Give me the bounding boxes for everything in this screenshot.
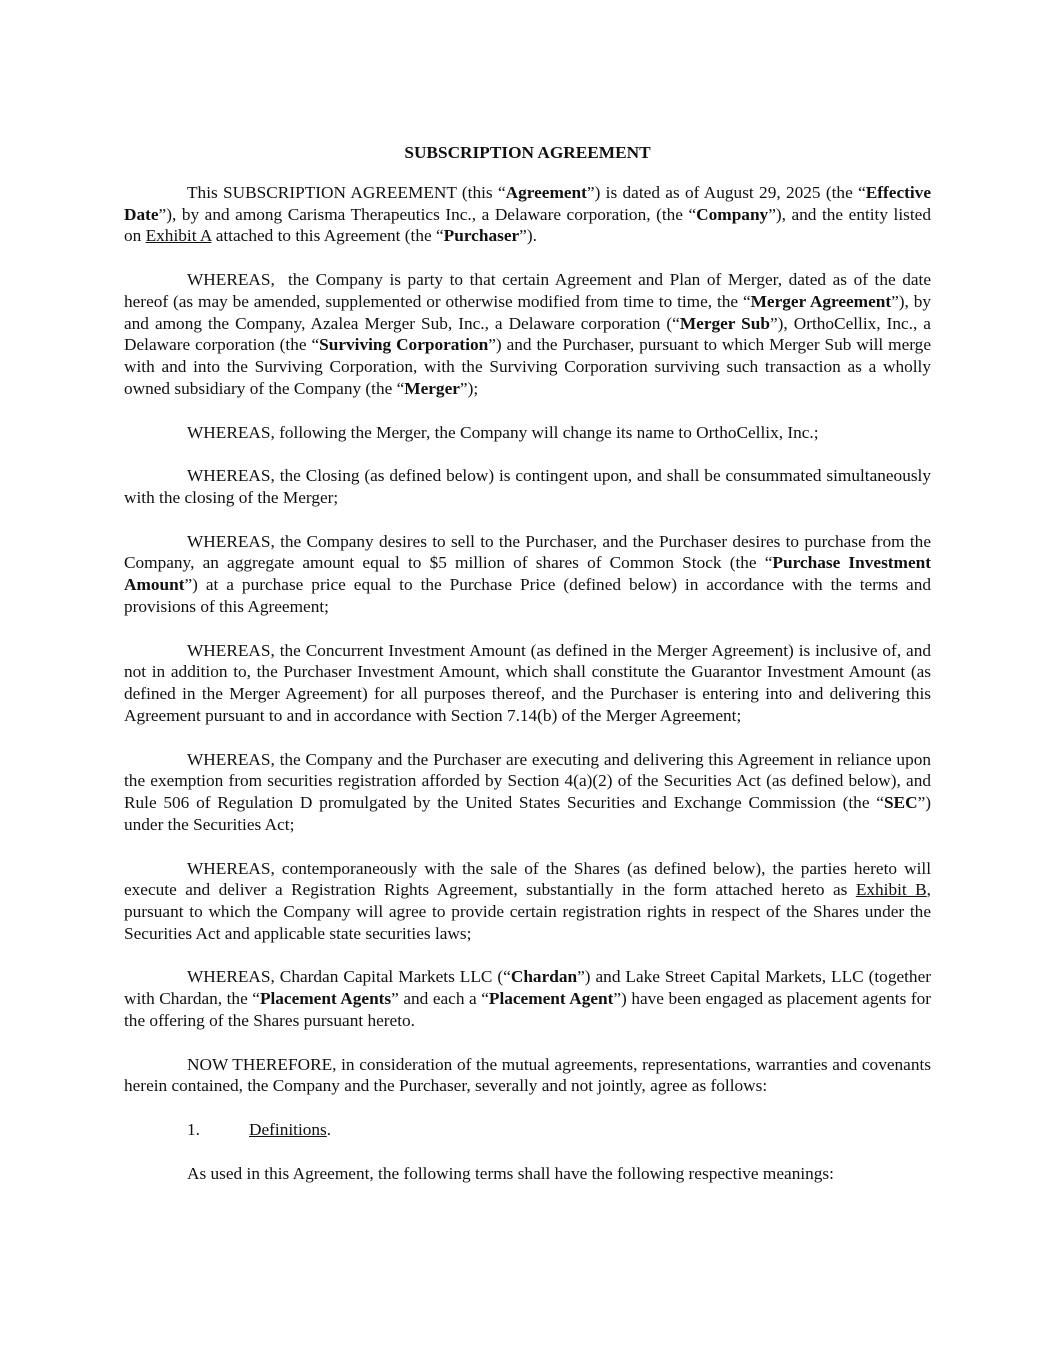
section-number: 1. xyxy=(187,1120,200,1140)
defined-term-merger-agreement: Merger Agreement xyxy=(750,291,892,311)
exhibit-a-reference: Exhibit A xyxy=(145,226,212,246)
defined-term-effective-date: Effective Date xyxy=(124,182,931,224)
intro-paragraph: This SUBSCRIPTION AGREEMENT (this “Agreement”) is dated as of August 29, 2025 (the “Effective Date”), by and among Carisma Therapeutics Inc., a Delaware corporation, (the “Company”), and the entity listed on Exhibit A attached to this Agreement (the “Purchaser”). xyxy=(124,182,931,246)
defined-term-merger: Merger xyxy=(404,378,460,398)
defined-term-chardan: Chardan xyxy=(510,967,578,987)
defined-term-merger-sub: Merger Sub xyxy=(679,313,770,333)
document-title: SUBSCRIPTION AGREEMENT xyxy=(404,143,651,162)
whereas-registration-paragraph: WHEREAS, contemporaneously with the sale of the Shares (as defined below), the parties hereto will execute and deliver a Registration Rights Agreement, substantially in the form attached hereto as Exhibit B, pursuant to which the Company will agree to provide certain registration rights in respect of the Shares under the Securities Act and applicable state securities laws; xyxy=(124,858,931,943)
whereas-concurrent-investment-paragraph: WHEREAS, the Concurrent Investment Amount (as defined in the Merger Agreement) is inclusive of, and not in addition to, the Purchaser Investment Amount, which shall constitute the Guarantor Investment Amount (as defined in the Merger Agreement) for all purposes thereof, and the Purchaser is entering into and delivering this Agreement pursuant to and in accordance with Section 7.14(b) of the Merger Agreement; xyxy=(124,640,931,725)
defined-term-sec: SEC xyxy=(883,793,918,813)
defined-term-placement-agents: Placement Agents xyxy=(259,989,392,1009)
defined-term-purchaser: Purchaser xyxy=(443,226,520,246)
section-1-heading: 1. Definitions. xyxy=(187,1120,332,1140)
whereas-name-change-paragraph: WHEREAS, following the Merger, the Company will change its name to OrthoCellix, Inc.; xyxy=(187,422,819,442)
defined-term-agreement: Agreement xyxy=(505,182,587,202)
whereas-merger-paragraph: WHEREAS, the Company is party to that certain Agreement and Plan of Merger, dated as of the date hereof (as may be amended, supplemented or otherwise modified from time to time, the “Merger Agreement”), by and among the Company, Azalea Merger Sub, Inc., a Delaware corporation (“Merger Sub”), OrthoCellix, Inc., a Delaware corporation (the “Surviving Corporation”) and the Purchaser, pursuant to which Merger Sub will merge with and into the Surviving Corporation, with the Surviving Corporation surviving such transaction as a wholly owned subsidiary of the Company (the “Merger”); xyxy=(124,269,931,398)
defined-term-company: Company xyxy=(696,204,769,224)
defined-term-purchase-investment-amount: Purchase Investment Amount xyxy=(124,553,931,595)
document-page xyxy=(124,142,931,1206)
defined-term-placement-agent: Placement Agent xyxy=(488,989,614,1009)
whereas-closing-paragraph: WHEREAS, the Closing (as defined below) is contingent upon, and shall be consummated simultaneously with the closing of the Merger; xyxy=(124,466,931,507)
section-title: Definitions xyxy=(249,1120,327,1140)
whereas-purchase-paragraph: WHEREAS, the Company desires to sell to the Purchaser, and the Purchaser desires to purchase from the Company, an aggregate amount equal to $5 million of shares of Common Stock (the “Purchase Investment Amount”) at a purchase price equal to the Purchase Price (defined below) in accordance with the terms and provisions of this Agreement; xyxy=(124,531,931,616)
exhibit-b-reference: Exhibit B xyxy=(855,880,927,900)
definitions-intro-paragraph: As used in this Agreement, the following terms shall have the following respective meanings: xyxy=(187,1163,834,1183)
whereas-exemption-paragraph: WHEREAS, the Company and the Purchaser are executing and delivering this Agreement in reliance upon the exemption from securities registration afforded by Section 4(a)(2) of the Securities Act (as defined below), and Rule 506 of Regulation D promulgated by the United States Securities and Exchange Commission (the “SEC”) under the Securities Act; xyxy=(124,749,931,834)
now-therefore-paragraph: NOW THEREFORE, in consideration of the mutual agreements, representations, warranties and covenants herein contained, the Company and the Purchaser, severally and not jointly, agree as follows: xyxy=(124,1054,931,1096)
defined-term-surviving-corporation: Surviving Corporation xyxy=(319,335,489,355)
whereas-placement-agents-paragraph: WHEREAS, Chardan Capital Markets LLC (“Chardan”) and Lake Street Capital Markets, LLC (together with Chardan, the “Placement Agents” and each a “Placement Agent”) have been engaged as placement agents for the offering of the Shares pursuant hereto. xyxy=(124,967,931,1031)
